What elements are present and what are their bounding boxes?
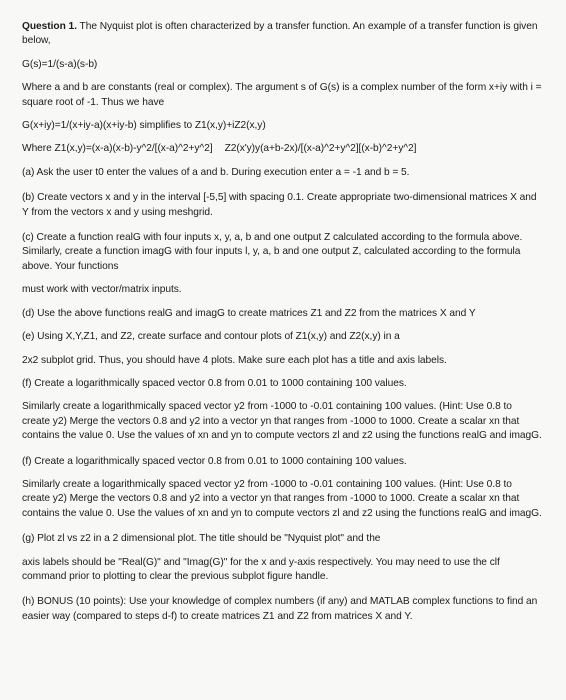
argument-description: Where a and b are constants (real or complex). The argument s of G(s) is a complex number of the form x+iy with i = square root of -1. Thus we have [22,82,542,108]
part-c-continued: must work with vector/matrix inputs. [22,284,182,296]
z2-formula: Z2(x'y)y(a+b-2x)/[(x-a)^2+y^2][(x-b)^2+y^2] [224,143,417,155]
part-f-second-body: Similarly create a logarithmically spaced vector y2 from -1000 to -0.01 containing 100 values. (Hint: Use 0.8 to create y2) Merge the vectors 0.8 and y2 into a vector yn that ranges from -1000 to 1000. Create a scalar xn that contains the value 0. Use the values of xn and yn to compute vectors zl and z2 using the functions realG and imagG. [22,478,542,519]
expansion-formula: G(x+iy)=1/(x+iy-a)(x+iy-b) simplifies to Z1(x,y)+iZ2(x,y) [22,120,266,132]
part-a: (a) Ask the user t0 enter the values of a and b. During execution enter a = -1 and b = 5. [22,166,410,178]
part-f-first-line: (f) Create a logarithmically spaced vector 0.8 from 0.01 to 1000 containing 100 values. [22,377,407,389]
part-b: (b) Create vectors x and y in the interval [-5,5] with spacing 0.1. Create appropriate two-dimensional matrices X and Y from the vectors x and y using meshgrid. [22,192,537,218]
z1-formula: Where Z1(x,y)=(x-a)(x-b)-y^2/[(x-a)^2+y^2] [22,143,213,155]
question-intro [22,20,542,49]
part-e: (e) Using X,Y,Z1, and Z2, create surface and contour plots of Z1(x,y) and Z2(x,y) in a [22,331,400,343]
part-e-continued: 2x2 subplot grid. Thus, you should have 4 plots. Make sure each plot has a title and axis labels. [22,354,447,366]
part-g: (g) Plot zl vs z2 in a 2 dimensional plot. The title should be "Nyquist plot" and the [22,533,381,545]
part-c: (c) Create a function realG with four inputs x, y, a, b and one output Z calculated according to the formula above. Similarly, create a function imagG with four inputs l, y, a, b and one output Z, calculated according to the formula above. Your functions [22,232,523,272]
part-g-continued: axis labels should be "Real(G)" and "Imag(G)" for the x and y-axis respectively. You may need to use the clf command prior to plotting to clear the previous subplot figure handle. [22,556,500,582]
part-f-second-line: (f) Create a logarithmically spaced vector 0.8 from 0.01 to 1000 containing 100 values. [22,455,407,467]
question-intro-text: The Nyquist plot is often characterized by a transfer function. An example of a transfer function is given below, [22,21,538,47]
part-f-first-body: Similarly create a logarithmically spaced vector y2 from -1000 to -0.01 containing 100 values. (Hint: Use 0.8 to create y2) Merge the vectors 0.8 and y2 into a vector yn that ranges from -1000 to 1000. Create a scalar xn that contains the value 0. Use the values of xn and yn to compute vectors zl and z2 using the functions realG and imagG. [22,401,542,442]
question-heading: Question 1. [22,21,77,32]
z-formulas [22,142,542,156]
part-d: (d) Use the above functions realG and imagG to create matrices Z1 and Z2 from the matrices X and Y [22,307,476,319]
transfer-function: G(s)=1/(s-a)(s-b) [22,58,98,70]
part-h: (h) BONUS (10 points): Use your knowledge of complex numbers (if any) and MATLAB complex functions to find an easier way (compared to steps d-f) to create matrices Z1 and Z2 from matrices X and Y. [22,596,538,622]
